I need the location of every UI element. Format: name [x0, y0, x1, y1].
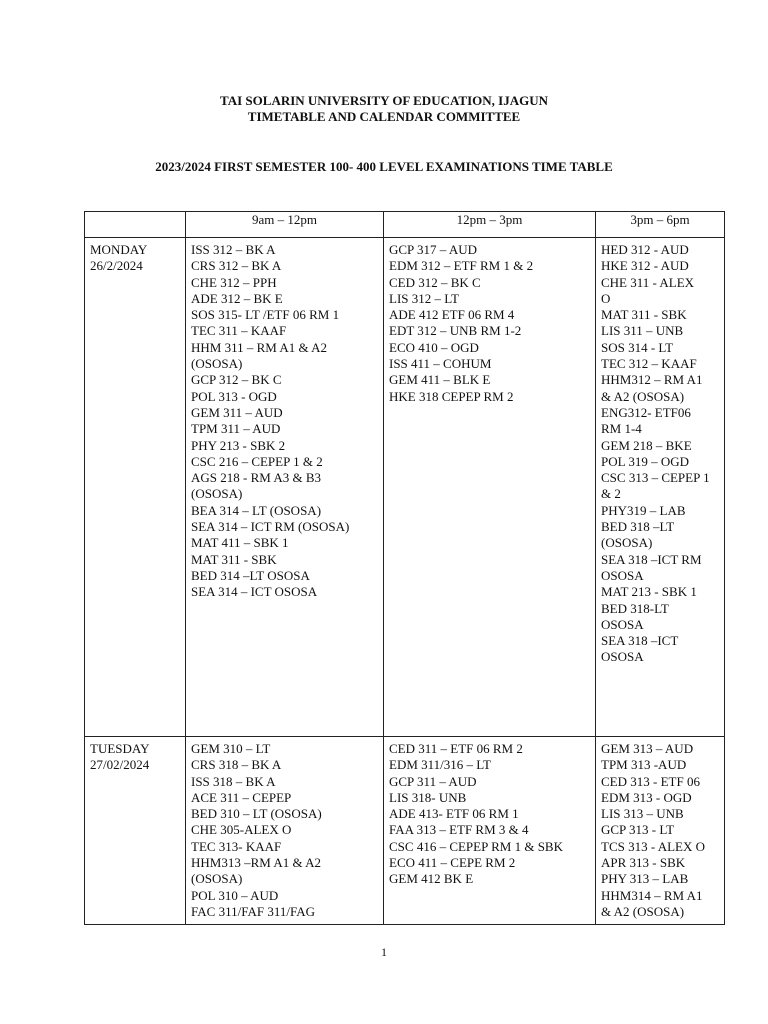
column-header-slot-2: 12pm – 3pm: [384, 212, 596, 238]
exam-entry: EDM 313 - OGD: [601, 789, 692, 805]
exam-entry: EDM 311/316 – LT: [389, 757, 491, 773]
exam-entry: ISS 318 – BK A: [191, 773, 276, 789]
table-row: [85, 737, 725, 925]
exam-entry: TEC 312 – KAAF: [601, 356, 697, 372]
table-row: [85, 238, 725, 737]
exam-timetable: [84, 211, 725, 925]
column-header-day: [85, 212, 186, 238]
exam-entry: TPM 311 – AUD: [191, 421, 281, 437]
exam-entry: GCP 317 – AUD: [389, 242, 478, 257]
exam-entry: CSC 313 – CEPEP 1: [601, 470, 710, 486]
slot-cell-12pm: [384, 238, 596, 737]
exam-entry: HKE 318 CEPEP RM 2: [389, 388, 514, 404]
exam-entry: BED 310 – LT (OSOSA): [191, 806, 322, 822]
exam-entry: HED 312 - AUD: [601, 242, 689, 257]
exam-entry: GEM 310 – LT: [191, 741, 271, 756]
exam-entry: O: [601, 290, 611, 306]
exam-entry: OSOSA: [601, 649, 644, 665]
exam-entry: SOS 315- LT /ETF 06 RM 1: [191, 307, 340, 323]
exam-entry: RM 1-4: [601, 421, 642, 437]
exam-entry: PHY319 – LAB: [601, 502, 686, 518]
exam-entry: GEM 411 – BLK E: [389, 372, 491, 388]
exam-entry: CED 313 - ETF 06: [601, 773, 700, 789]
slot-cell-3pm: [596, 737, 725, 925]
exam-entry: GCP 313 - LT: [601, 822, 675, 838]
exam-entry: PHY 313 – LAB: [601, 871, 689, 887]
day-date: 27/02/2024: [90, 757, 150, 773]
exam-entry: CHE 312 – PPH: [191, 274, 277, 290]
exam-entry: GCP 312 – BK C: [191, 372, 282, 388]
institution-name: TAI SOLARIN UNIVERSITY OF EDUCATION, IJAGUN: [220, 93, 548, 108]
exam-entry: GEM 311 – AUD: [191, 404, 283, 420]
exam-entry: CHE 305-ALEX O: [191, 822, 292, 838]
exam-entry: ISS 411 – COHUM: [389, 356, 492, 372]
exam-entry: ECO 411 – CEPE RM 2: [389, 855, 516, 871]
day-cell: [85, 737, 186, 925]
exam-entry: & A2 (OSOSA): [601, 388, 685, 404]
exam-entry: ADE 312 – BK E: [191, 290, 283, 306]
exam-entry: CRS 318 – BK A: [191, 757, 282, 773]
exam-entry: (OSOSA): [601, 535, 653, 551]
exam-entry: PHY 213 - SBK 2: [191, 437, 286, 453]
exam-entry: EDM 312 – ETF RM 1 & 2: [389, 258, 534, 274]
exam-entry: HKE 312 - AUD: [601, 258, 689, 274]
exam-entry: & A2 (OSOSA): [601, 903, 685, 919]
exam-entry: LIS 312 – LT: [389, 290, 459, 306]
exam-entry: LIS 313 – UNB: [601, 806, 684, 822]
exam-entry: BED 318-LT: [601, 600, 669, 616]
column-header-slot-3: 3pm – 6pm: [596, 212, 725, 238]
exam-entry: TEC 313- KAAF: [191, 838, 282, 854]
exam-entry: (OSOSA): [191, 356, 243, 372]
exam-entry: ENG312- ETF06: [601, 404, 691, 420]
exam-entry: ADE 413- ETF 06 RM 1: [389, 806, 519, 822]
exam-entry: LIS 318- UNB: [389, 789, 467, 805]
exam-entry: SEA 318 –ICT RM: [601, 551, 702, 567]
day-date: 26/2/2024: [90, 258, 143, 274]
document-title: 2023/2024 FIRST SEMESTER 100- 400 LEVEL EXAMINATIONS TIME TABLE: [155, 159, 613, 174]
exam-entry: GEM 218 – BKE: [601, 437, 692, 453]
page-number: 1: [381, 945, 387, 959]
exam-entry: FAC 311/FAF 311/FAG: [191, 903, 316, 919]
exam-entry: TCS 313 - ALEX O: [601, 838, 705, 854]
exam-entry: POL 319 – OGD: [601, 453, 689, 469]
exam-entry: MAT 311 - SBK: [191, 551, 277, 567]
exam-entry: SOS 314 - LT: [601, 339, 674, 355]
exam-entry: POL 310 – AUD: [191, 887, 279, 903]
exam-entry: SEA 314 – ICT OSOSA: [191, 584, 318, 600]
exam-entry: MAT 213 - SBK 1: [601, 584, 697, 600]
exam-entry: (OSOSA): [191, 871, 243, 887]
exam-entry: CRS 312 – BK A: [191, 258, 282, 274]
exam-entry: ISS 312 – BK A: [191, 242, 276, 257]
exam-entry: CHE 311 - ALEX: [601, 274, 695, 290]
exam-entry: CED 312 – BK C: [389, 274, 481, 290]
exam-entry: MAT 311 - SBK: [601, 307, 687, 323]
exam-entry: AGS 218 - RM A3 & B3: [191, 470, 322, 486]
exam-entry: ECO 410 – OGD: [389, 339, 479, 355]
slot-cell-9am: [186, 737, 384, 925]
exam-entry: OSOSA: [601, 616, 644, 632]
exam-entry: CSC 216 – CEPEP 1 & 2: [191, 453, 323, 469]
exam-entry: (OSOSA): [191, 486, 243, 502]
day-cell: [85, 238, 186, 737]
exam-entry: ADE 412 ETF 06 RM 4: [389, 307, 515, 323]
committee-name: TIMETABLE AND CALENDAR COMMITTEE: [247, 109, 521, 124]
slot-cell-9am: [186, 238, 384, 737]
slot-cell-3pm: [596, 238, 725, 737]
table-header-row: [85, 212, 725, 238]
exam-entry: MAT 411 – SBK 1: [191, 535, 289, 551]
exam-entry: CSC 416 – CEPEP RM 1 & SBK: [389, 838, 563, 854]
exam-entry: TEC 311 – KAAF: [191, 323, 287, 339]
day-name: MONDAY: [90, 242, 148, 257]
exam-entry: CED 311 – ETF 06 RM 2: [389, 741, 523, 756]
exam-entry: FAA 313 – ETF RM 3 & 4: [389, 822, 529, 838]
exam-entry: GCP 311 – AUD: [389, 773, 477, 789]
slot-cell-12pm: [384, 737, 596, 925]
day-name: TUESDAY: [90, 741, 150, 756]
exam-entry: HHM 311 – RM A1 & A2: [191, 339, 328, 355]
exam-entry: TPM 313 -AUD: [601, 757, 687, 773]
exam-entry: LIS 311 – UNB: [601, 323, 684, 339]
exam-entry: GEM 412 BK E: [389, 871, 474, 887]
exam-entry: & 2: [601, 486, 621, 502]
exam-entry: HHM314 – RM A1: [601, 887, 703, 903]
exam-entry: APR 313 - SBK: [601, 855, 686, 871]
exam-entry: BED 314 –LT OSOSA: [191, 567, 310, 583]
exam-entry: HHM312 – RM A1: [601, 372, 703, 388]
exam-entry: BED 318 –LT: [601, 519, 675, 535]
exam-entry: EDT 312 – UNB RM 1-2: [389, 323, 522, 339]
column-header-slot-1: 9am – 12pm: [186, 212, 384, 238]
exam-entry: GEM 313 – AUD: [601, 741, 694, 756]
exam-entry: HHM313 –RM A1 & A2: [191, 855, 322, 871]
exam-entry: SEA 314 – ICT RM (OSOSA): [191, 519, 350, 535]
exam-entry: ACE 311 – CEPEP: [191, 789, 292, 805]
exam-entry: SEA 318 –ICT: [601, 633, 679, 649]
exam-entry: POL 313 - OGD: [191, 388, 277, 404]
exam-entry: BEA 314 – LT (OSOSA): [191, 502, 322, 518]
exam-entry: OSOSA: [601, 567, 644, 583]
